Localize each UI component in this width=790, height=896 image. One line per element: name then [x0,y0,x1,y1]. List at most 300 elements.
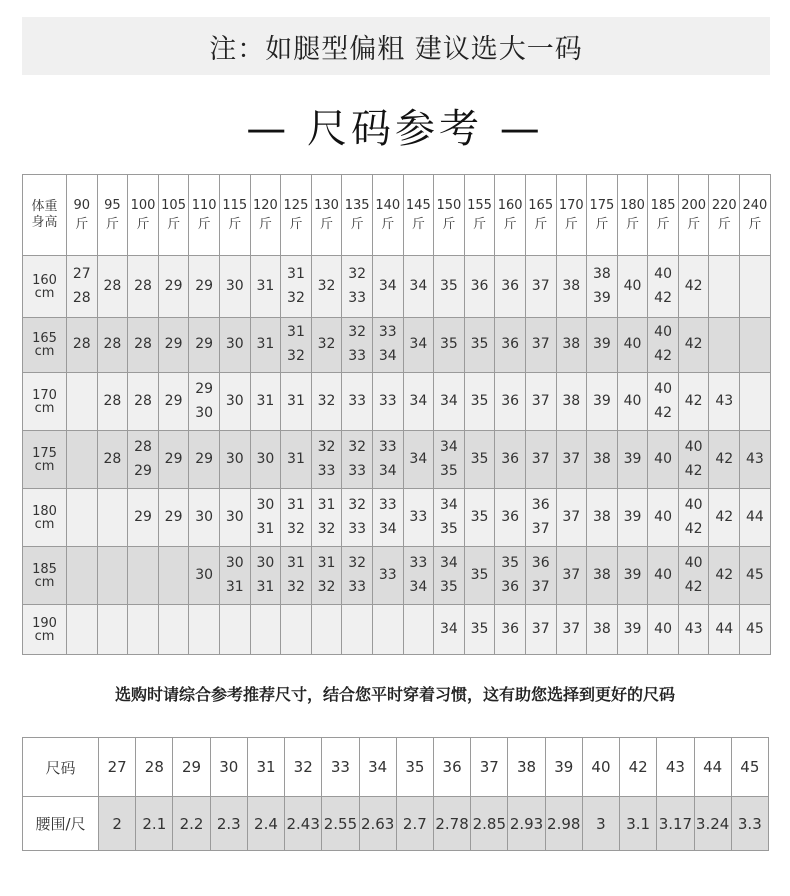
size-value: 29 [195,336,214,353]
height-unit: cm [34,458,55,474]
waist-value-cell: 2.43 [285,797,322,851]
size-code-cell: 43 [657,738,694,797]
size-cell [464,489,495,547]
size-cell [648,373,679,431]
size-cell [97,605,128,655]
waist-row [23,797,769,851]
size-value: 30 [256,450,275,467]
size-value: 37 [562,620,581,637]
size-value: 42 [715,450,734,467]
height-value: 185 [32,561,57,577]
size-cell [97,431,128,489]
size-value: 37 [562,566,581,583]
size-cell [617,605,648,655]
weight-header-cell [495,175,526,256]
size-value: 33 [409,508,428,525]
size-cell [556,489,587,547]
size-value: 35 [470,620,489,637]
size-value: 40 [684,554,703,571]
size-value: 38 [592,508,611,525]
size-cell [617,373,648,431]
size-value: 42 [715,566,734,583]
size-cell [342,318,373,373]
size-value: 30 [225,554,244,571]
size-chart-table [22,174,771,655]
size-cell [67,489,98,547]
size-cell [219,373,250,431]
size-value: 32 [317,520,336,537]
size-value: 33 [348,348,367,364]
size-cell [678,489,709,547]
size-cell [250,373,281,431]
weight-value: 120 [252,197,278,213]
weight-unit: 斤 [656,217,670,232]
size-value: 37 [531,520,550,537]
size-cell [281,318,312,373]
size-value: 30 [256,554,275,571]
size-value: 42 [715,508,734,525]
size-cell [740,318,771,373]
size-cell [158,489,189,547]
size-cell [525,431,556,489]
height-unit: cm [34,516,55,532]
size-cell [128,431,159,489]
size-value: 40 [623,336,642,353]
weight-unit: 斤 [625,217,639,232]
size-cell [372,256,403,318]
size-code-cell: 45 [731,738,768,797]
size-cell [464,256,495,318]
size-value: 40 [654,380,672,397]
height-value: 180 [32,503,57,519]
height-row [23,256,771,318]
size-cell [403,318,434,373]
height-label-cell [23,547,67,605]
weight-header-cell [556,175,587,256]
size-value: 33 [378,392,397,409]
size-value: 28 [103,277,122,294]
size-value: 40 [654,324,672,341]
size-value: 31 [287,324,305,341]
size-cell [97,373,128,431]
height-value: 190 [32,615,57,631]
size-value: 33 [378,496,397,513]
corner-weight-label: 体重 [31,198,58,214]
size-value: 31 [225,578,244,595]
size-value: 29 [134,462,152,479]
size-code-cell: 28 [136,738,173,797]
size-cell [495,318,526,373]
size-cell [525,605,556,655]
size-cell [311,431,342,489]
size-value: 35 [470,392,489,409]
size-value: 31 [256,392,275,409]
size-cell [403,431,434,489]
size-value: 28 [72,336,91,353]
size-code-cell: 37 [471,738,508,797]
size-value: 31 [317,496,336,513]
size-value: 40 [623,277,642,294]
size-value: 29 [164,392,183,409]
weight-unit: 斤 [228,217,242,232]
weight-value: 170 [558,197,584,213]
weight-value: 130 [314,197,339,213]
size-value: 34 [440,438,458,455]
size-cell [525,547,556,605]
size-value: 34 [409,336,428,353]
size-code-cell: 42 [620,738,657,797]
size-cell [189,318,220,373]
weight-value: 180 [620,197,645,213]
size-value: 40 [684,496,703,513]
size-cell [464,431,495,489]
size-value: 37 [562,508,581,525]
size-value: 34 [409,578,428,595]
note-text: 注：如腿型偏粗 建议选大一码 [209,33,583,65]
size-cell [434,605,465,655]
size-row [23,738,769,797]
size-cell [556,373,587,431]
size-cell [189,256,220,318]
size-cell [587,605,618,655]
size-value: 34 [409,392,428,409]
size-cell [709,489,740,547]
size-cell [464,373,495,431]
size-value: 42 [654,348,672,364]
size-value: 39 [623,450,642,467]
size-value: 33 [348,462,367,479]
waist-value-cell: 2.2 [173,797,210,851]
size-value: 32 [348,438,367,455]
size-value: 42 [684,277,703,294]
size-value: 28 [103,392,122,409]
size-value: 37 [531,336,550,353]
size-cell [250,547,281,605]
size-value: 38 [562,392,581,409]
height-value: 165 [32,331,57,346]
size-value: 31 [287,554,305,571]
size-value: 29 [164,336,183,353]
size-value: 34 [378,462,397,479]
note-banner [22,17,770,75]
weight-unit: 斤 [717,217,731,232]
size-cell [128,373,159,431]
weight-unit: 斤 [595,217,609,232]
weight-value: 220 [711,197,737,213]
page-title [0,97,790,153]
size-value: 39 [592,392,611,409]
size-cell [678,318,709,373]
weight-header-cell [97,175,128,256]
size-code-cell: 40 [582,738,619,797]
height-unit: cm [34,400,55,416]
size-value: 35 [440,336,458,353]
size-code-cell: 34 [359,738,396,797]
advice-text: 选购时请综合参考推荐尺寸，结合您平时穿着习惯，这有助您选择到更好的尺码 [114,684,675,704]
size-value: 35 [470,336,489,353]
size-value: 33 [348,392,367,409]
size-code-cell: 31 [247,738,284,797]
size-cell [709,547,740,605]
size-cell [678,547,709,605]
weight-unit: 斤 [197,217,211,232]
height-row [23,547,771,605]
size-cell [342,489,373,547]
size-value: 29 [134,508,152,525]
height-unit: cm [34,285,55,301]
size-cell [158,373,189,431]
waist-value-cell: 2.85 [471,797,508,851]
size-cell [587,318,618,373]
size-cell [250,431,281,489]
size-cell [372,373,403,431]
size-cell [403,373,434,431]
size-cell [556,256,587,318]
weight-header-cell [434,175,465,256]
size-cell [311,373,342,431]
size-cell [97,489,128,547]
weight-value: 115 [222,197,248,213]
weight-header-cell [158,175,189,256]
size-cell [67,605,98,655]
size-value: 30 [225,392,244,409]
size-cell [648,431,679,489]
size-value: 32 [348,265,367,282]
weight-header-cell [189,175,220,256]
size-value: 36 [470,277,489,294]
waist-value-cell: 2.7 [396,797,433,851]
size-cell [617,256,648,318]
size-value: 40 [654,620,672,637]
weight-header-cell [464,175,495,256]
size-value: 37 [531,578,550,595]
weight-header-cell [219,175,250,256]
corner-cell [23,175,67,256]
weight-unit: 斤 [687,217,701,232]
title-text: — 尺码参考 — [246,105,544,152]
weight-header-cell [525,175,556,256]
size-value: 36 [501,450,520,467]
size-cell [67,431,98,489]
size-cell [617,318,648,373]
weight-value: 160 [497,197,523,213]
size-cell [281,373,312,431]
weight-value: 110 [191,197,217,213]
size-cell [709,318,740,373]
size-cell [434,547,465,605]
size-value: 35 [440,462,458,479]
size-value: 31 [287,450,305,467]
size-cell [158,431,189,489]
weight-unit: 斤 [411,217,425,232]
size-value: 37 [562,450,581,467]
size-value: 45 [745,620,764,637]
size-value: 32 [317,277,336,294]
size-cell [311,605,342,655]
size-cell [464,318,495,373]
size-value: 27 [72,265,91,282]
height-row [23,431,771,489]
weight-unit: 斤 [748,217,762,232]
size-cell [342,547,373,605]
weight-header-cell [128,175,159,256]
height-row [23,318,771,373]
waist-value-cell: 2 [99,797,136,851]
size-value: 34 [378,348,397,364]
size-cell [311,256,342,318]
size-value: 44 [715,620,734,637]
size-value: 33 [378,566,397,583]
waist-row-label: 腰围/尺 [23,797,99,851]
size-cell [740,489,771,547]
weight-header-cell [678,175,709,256]
size-value: 32 [287,578,305,595]
size-value: 45 [745,566,764,583]
size-cell [648,605,679,655]
size-value: 36 [531,496,550,513]
size-value: 29 [164,450,183,467]
size-cell [342,373,373,431]
weight-header-cell [372,175,403,256]
size-value: 32 [317,336,336,353]
size-cell [556,431,587,489]
size-value: 31 [287,265,305,282]
size-cell [342,256,373,318]
size-cell [434,373,465,431]
size-value: 32 [317,438,336,455]
size-value: 36 [501,620,520,637]
size-cell [372,547,403,605]
size-cell [709,256,740,318]
weight-unit: 斤 [503,217,517,232]
size-value: 36 [501,336,520,353]
size-value: 32 [348,324,367,341]
size-cell [158,547,189,605]
size-value: 29 [195,380,214,397]
weight-header-cell [250,175,281,256]
size-cell [219,489,250,547]
size-value: 36 [531,554,550,571]
waist-value-cell: 2.78 [433,797,470,851]
weight-unit: 斤 [258,217,272,232]
size-cell [648,256,679,318]
size-value: 36 [501,277,520,294]
size-code-cell: 33 [322,738,359,797]
size-value: 34 [409,277,428,294]
size-cell [250,256,281,318]
size-value: 39 [592,336,611,353]
weight-value: 90 [73,197,91,213]
height-row [23,373,771,431]
size-value: 31 [287,392,305,409]
height-label-cell [23,373,67,431]
size-value: 34 [440,554,458,571]
size-cell [97,256,128,318]
size-cell [556,318,587,373]
size-code-cell: 44 [694,738,731,797]
size-cell [189,605,220,655]
corner-height-label: 身高 [31,215,58,230]
size-value: 42 [654,289,672,306]
height-row [23,605,771,655]
size-value: 38 [592,450,611,467]
size-value: 35 [440,520,458,537]
size-value: 28 [134,277,152,294]
size-cell [740,547,771,605]
size-value: 34 [440,392,458,409]
size-value: 30 [225,336,244,353]
size-cell [495,431,526,489]
size-value: 33 [348,289,367,306]
size-value: 34 [378,277,397,294]
weight-value: 100 [130,197,156,213]
size-cell [525,373,556,431]
height-value: 170 [32,387,57,403]
size-cell [372,605,403,655]
size-cell [189,431,220,489]
size-cell [587,547,618,605]
size-value: 29 [195,277,214,294]
weight-unit: 斤 [473,217,487,232]
size-cell [587,489,618,547]
size-cell [617,431,648,489]
size-value: 37 [531,277,550,294]
size-cell [464,547,495,605]
waist-value-cell: 2.93 [508,797,545,851]
weight-header-cell [709,175,740,256]
size-value: 42 [684,392,703,409]
waist-value-cell: 3.3 [731,797,768,851]
size-value: 38 [562,336,581,353]
size-cell [740,431,771,489]
weight-value: 145 [405,197,431,213]
weight-header-cell [740,175,771,256]
size-cell [372,318,403,373]
height-label-cell [23,256,67,318]
weight-unit: 斤 [564,217,578,232]
size-value: 32 [348,496,367,513]
size-value: 37 [531,450,550,467]
size-value: 33 [317,462,336,479]
size-value: 31 [317,554,336,571]
waist-value-cell: 2.63 [359,797,396,851]
size-value: 42 [684,520,703,537]
size-value: 43 [715,392,734,409]
size-value: 42 [654,404,672,421]
size-value: 43 [745,450,764,467]
height-label-cell [23,431,67,489]
size-value: 34 [440,620,458,637]
size-cell [525,318,556,373]
size-cell [495,373,526,431]
size-cell [67,318,98,373]
size-cell [67,373,98,431]
size-cell [311,489,342,547]
size-value: 32 [287,520,305,537]
size-value: 33 [348,578,367,595]
height-row [23,489,771,547]
size-value: 35 [440,578,458,595]
size-value: 30 [225,277,244,294]
size-cell [678,373,709,431]
weight-header-cell [311,175,342,256]
size-value: 32 [287,348,305,364]
size-code-cell: 35 [396,738,433,797]
size-value: 30 [256,496,275,513]
height-label-cell [23,318,67,373]
size-value: 31 [256,578,275,595]
size-value: 38 [592,566,611,583]
